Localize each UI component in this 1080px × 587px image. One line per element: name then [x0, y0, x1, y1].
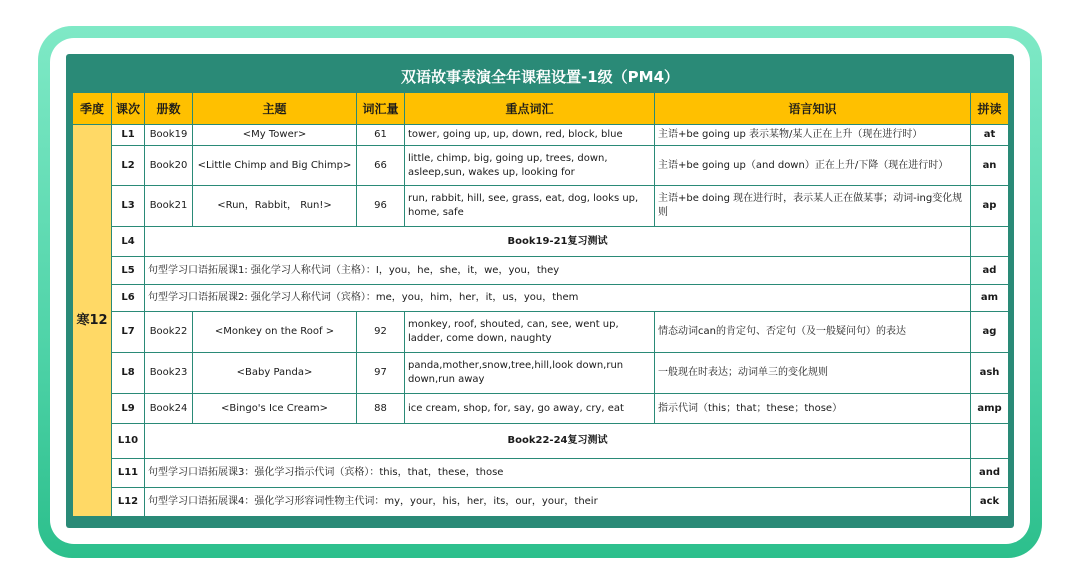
- vocab-count-cell: 88: [357, 394, 405, 424]
- vocab-count-cell: 96: [357, 186, 405, 227]
- header-row: [73, 93, 1009, 125]
- header-grammar: 语言知识: [655, 93, 971, 125]
- table-row: [73, 424, 1009, 459]
- lesson-cell: L12: [112, 488, 145, 517]
- oral-extension-cell: 句型学习口语拓展课4：强化学习形容词性物主代词：my，your，his，her，its，our，your，their: [145, 488, 971, 517]
- season-cell: 寒12: [73, 125, 112, 517]
- header-key-vocab: 重点词汇: [405, 93, 655, 125]
- book-cell: Book24: [145, 394, 193, 424]
- header-lesson: 课次: [112, 93, 145, 125]
- lesson-cell: L2: [112, 146, 145, 186]
- lesson-cell: L4: [112, 227, 145, 257]
- vocab-count-cell: 66: [357, 146, 405, 186]
- phonics-cell: and: [971, 459, 1009, 488]
- oral-extension-cell: 句型学习口语拓展课2: 强化学习人称代词（宾格）：me，you，him，her，it，us，you，them: [145, 285, 971, 312]
- book-cell: Book23: [145, 353, 193, 394]
- table-row: [73, 257, 1009, 285]
- phonics-cell: [971, 227, 1009, 257]
- grammar-cell: 主语+be going up 表示某物/某人正在上升（现在进行时）: [655, 125, 971, 146]
- header-vocab-count: 词汇量: [357, 93, 405, 125]
- phonics-cell: am: [971, 285, 1009, 312]
- header-phonics: 拼读: [971, 93, 1009, 125]
- grammar-cell: 主语+be going up（and down）正在上升/下降（现在进行时）: [655, 146, 971, 186]
- oral-extension-cell: 句型学习口语拓展课3：强化学习指示代词（宾格）：this，that，these，those: [145, 459, 971, 488]
- review-test-cell: Book19-21复习测试: [145, 227, 971, 257]
- lesson-cell: L1: [112, 125, 145, 146]
- lesson-cell: L5: [112, 257, 145, 285]
- table-row: [73, 459, 1009, 488]
- outer-frame: [38, 26, 1042, 558]
- phonics-cell: an: [971, 146, 1009, 186]
- table-row: [73, 186, 1009, 227]
- phonics-cell: [971, 424, 1009, 459]
- page-title: 双语故事表演全年课程设置-1级（PM4）: [72, 60, 1008, 92]
- lesson-cell: L10: [112, 424, 145, 459]
- grammar-cell: 一般现在时表达；动词单三的变化规则: [655, 353, 971, 394]
- phonics-cell: ad: [971, 257, 1009, 285]
- vocab-cell: panda,mother,snow,tree,hill,look down,run down,run away: [405, 353, 655, 394]
- table-row: [73, 146, 1009, 186]
- table-frame: [66, 54, 1014, 528]
- table-row: [73, 353, 1009, 394]
- lesson-cell: L3: [112, 186, 145, 227]
- lesson-cell: L7: [112, 312, 145, 353]
- theme-cell: <Monkey on the Roof >: [193, 312, 357, 353]
- header-season: 季度: [73, 93, 112, 125]
- phonics-cell: ag: [971, 312, 1009, 353]
- table-row: [73, 488, 1009, 517]
- lesson-cell: L6: [112, 285, 145, 312]
- table-row: [73, 125, 1009, 146]
- vocab-cell: little, chimp, big, going up, trees, down, asleep,sun, wakes up, looking for: [405, 146, 655, 186]
- grammar-cell: 情态动词can的肯定句、否定句（及一般疑问句）的表达: [655, 312, 971, 353]
- vocab-cell: tower, going up, up, down, red, block, blue: [405, 125, 655, 146]
- grammar-cell: 指示代词（this；that；these；those）: [655, 394, 971, 424]
- header-book: 册数: [145, 93, 193, 125]
- table-row: [73, 394, 1009, 424]
- theme-cell: <My Tower>: [193, 125, 357, 146]
- phonics-cell: ack: [971, 488, 1009, 517]
- vocab-cell: monkey, roof, shouted, can, see, went up, ladder, come down, naughty: [405, 312, 655, 353]
- phonics-cell: amp: [971, 394, 1009, 424]
- vocab-count-cell: 61: [357, 125, 405, 146]
- table-row: [73, 227, 1009, 257]
- book-cell: Book21: [145, 186, 193, 227]
- phonics-cell: ash: [971, 353, 1009, 394]
- theme-cell: <Little Chimp and Big Chimp>: [193, 146, 357, 186]
- book-cell: Book22: [145, 312, 193, 353]
- inner-card: [50, 38, 1030, 544]
- theme-cell: <Baby Panda>: [193, 353, 357, 394]
- theme-cell: <Run，Rabbit， Run!>: [193, 186, 357, 227]
- table-row: [73, 312, 1009, 353]
- grammar-cell: 主语+be doing 现在进行时，表示某人正在做某事；动词-ing变化规则: [655, 186, 971, 227]
- course-table: [72, 92, 1009, 517]
- vocab-cell: ice cream, shop, for, say, go away, cry, eat: [405, 394, 655, 424]
- lesson-cell: L11: [112, 459, 145, 488]
- oral-extension-cell: 句型学习口语拓展课1: 强化学习人称代词（主格）：I，you，he，she，it，we，you，they: [145, 257, 971, 285]
- phonics-cell: at: [971, 125, 1009, 146]
- table-row: [73, 285, 1009, 312]
- book-cell: Book19: [145, 125, 193, 146]
- phonics-cell: ap: [971, 186, 1009, 227]
- lesson-cell: L8: [112, 353, 145, 394]
- review-test-cell: Book22-24复习测试: [145, 424, 971, 459]
- lesson-cell: L9: [112, 394, 145, 424]
- book-cell: Book20: [145, 146, 193, 186]
- vocab-count-cell: 92: [357, 312, 405, 353]
- theme-cell: <Bingo's Ice Cream>: [193, 394, 357, 424]
- header-theme: 主题: [193, 93, 357, 125]
- vocab-count-cell: 97: [357, 353, 405, 394]
- vocab-cell: run, rabbit, hill, see, grass, eat, dog, looks up, home, safe: [405, 186, 655, 227]
